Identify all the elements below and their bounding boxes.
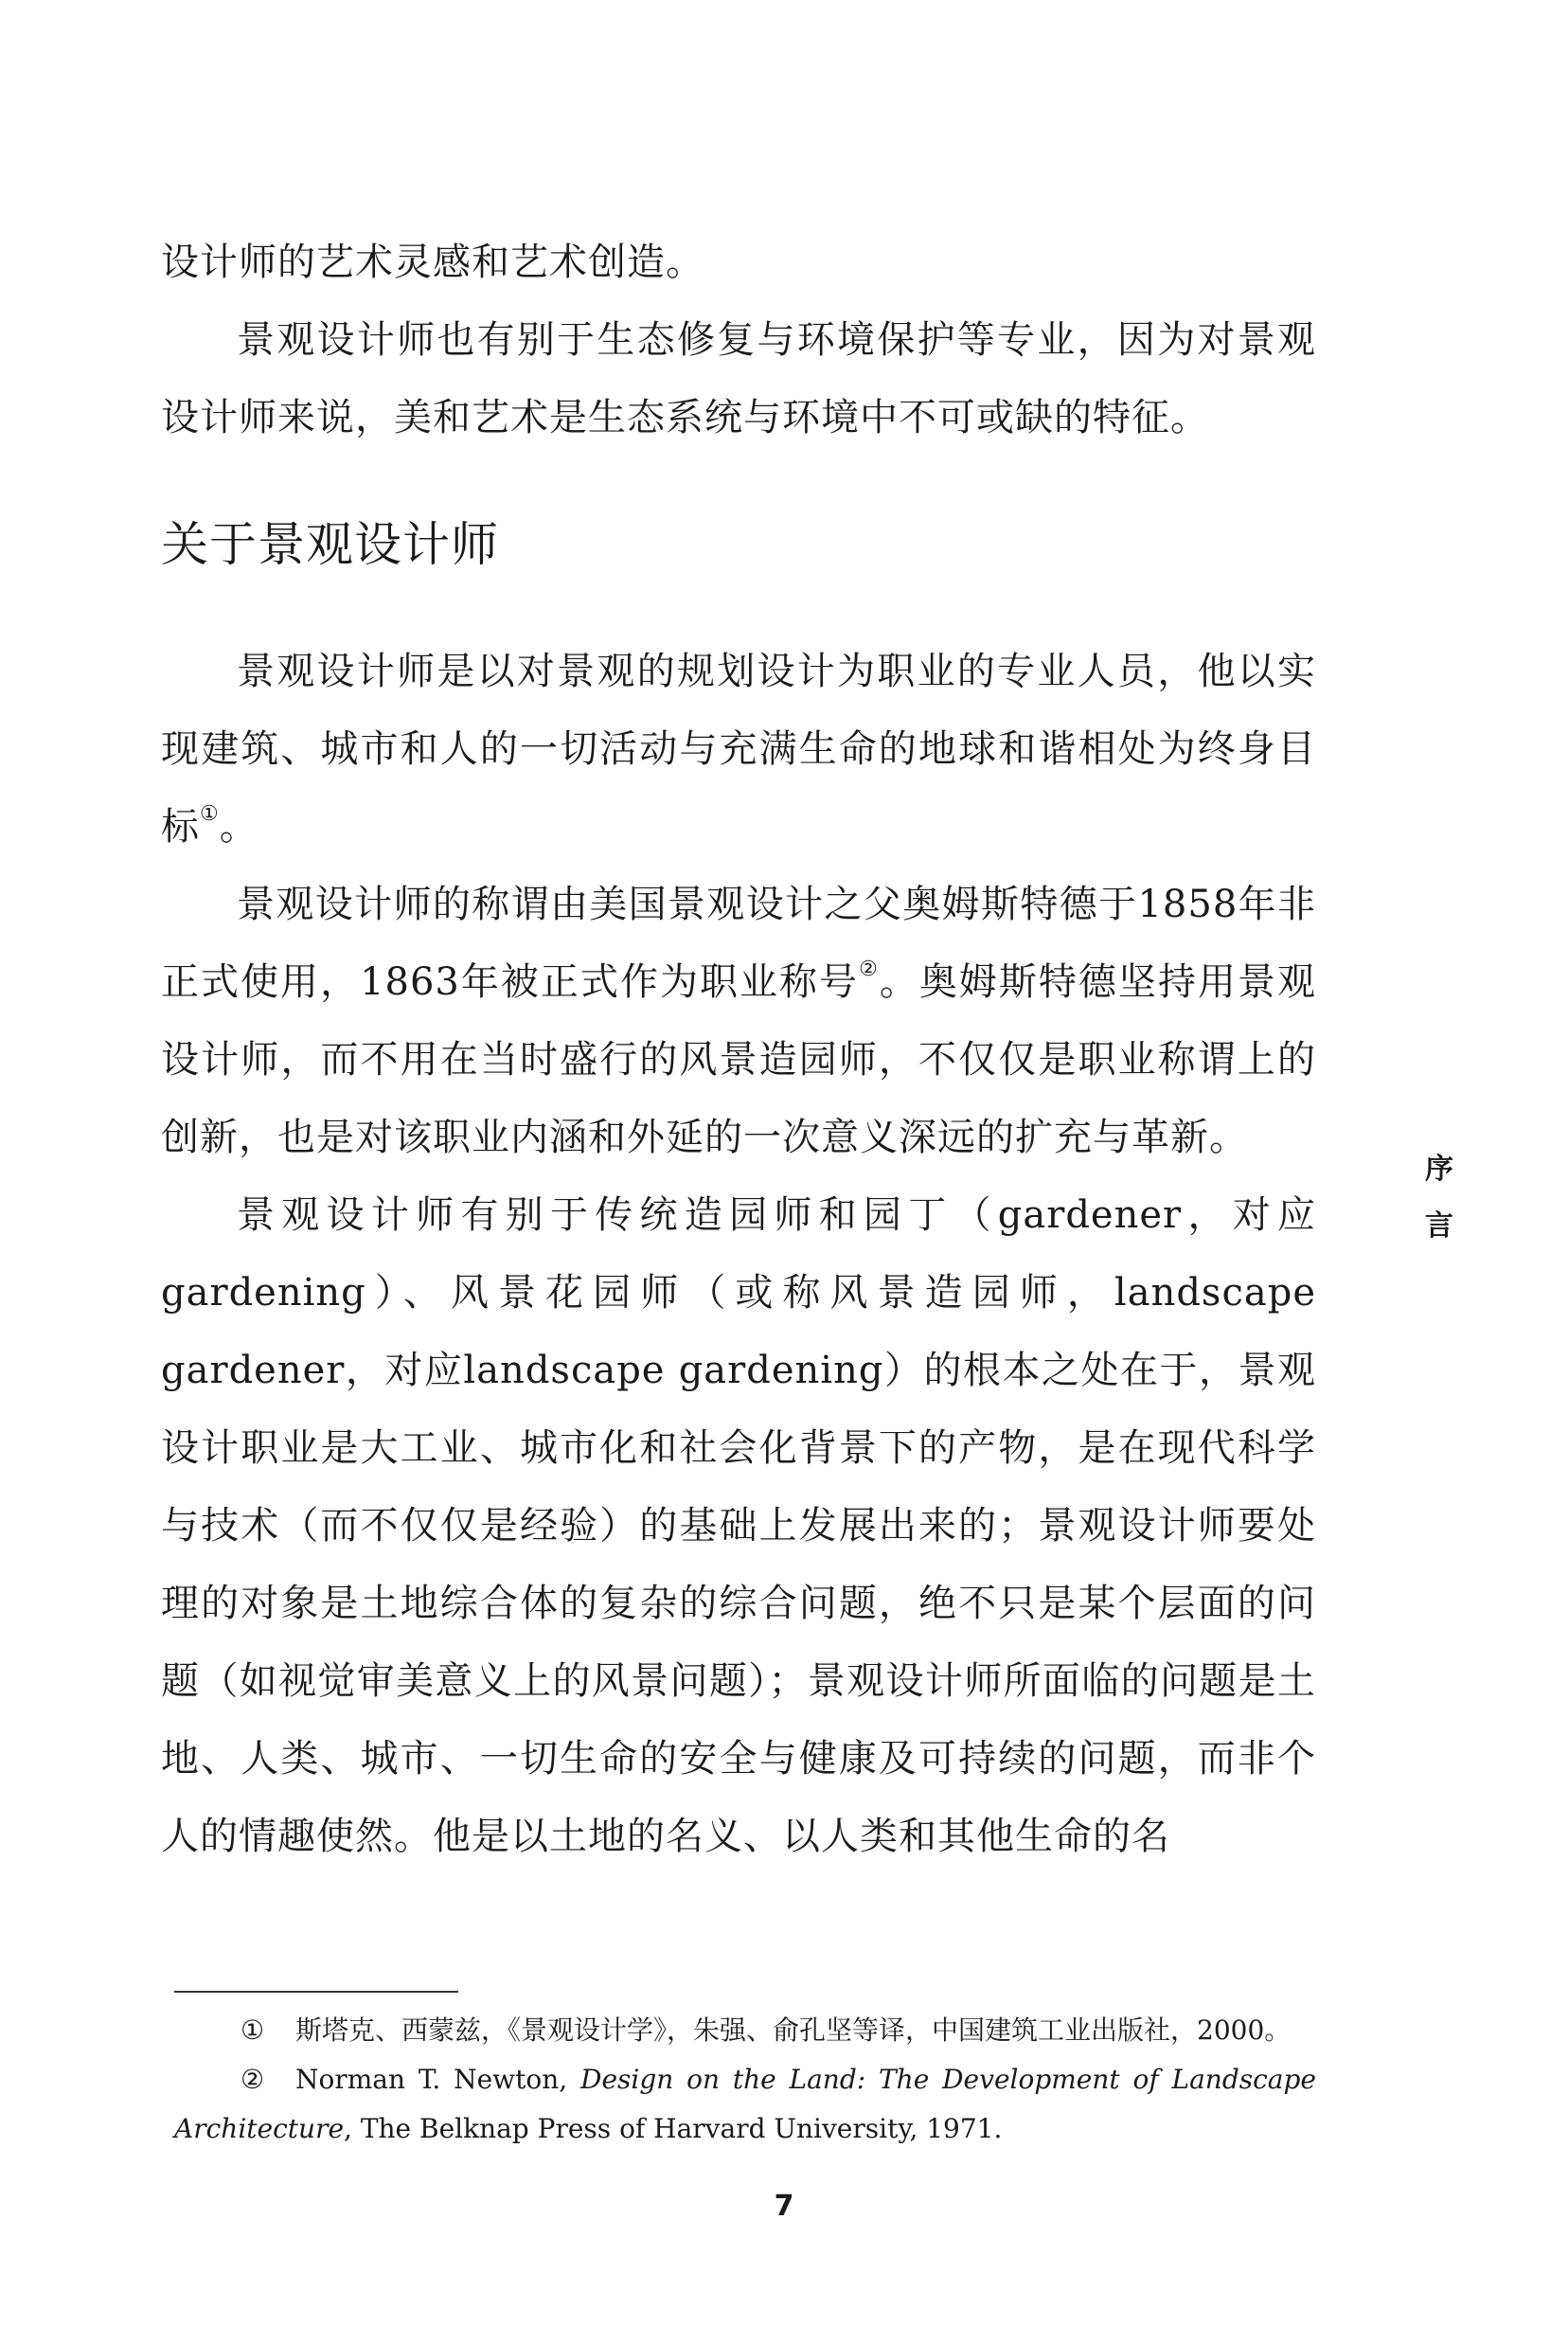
- footnotes: [174, 2006, 1316, 2154]
- section-title: 关于景观设计师: [161, 517, 499, 572]
- footnote-2-marker: ②: [241, 2064, 265, 2095]
- paragraph-4-text-a: 景观设计师的称谓由美国景观设计之父奥姆斯特德于1858年非正式使用，1863年被正式作为职业称号: [161, 883, 1316, 1004]
- paragraph-4: [161, 866, 1316, 1176]
- footnote-2: [174, 2055, 1316, 2154]
- paragraph-1: 设计师的艺术灵感和艺术创造。: [161, 241, 704, 284]
- footnote-1-marker: ①: [241, 2014, 265, 2046]
- footnote-2-title-b: Architecture: [174, 2113, 345, 2144]
- side-label-char-1: 序: [1425, 1153, 1453, 1186]
- chapter-side-label: [1420, 1141, 1458, 1255]
- footnote-2-rest: , The Belknap Press of Harvard University, 1971.: [344, 2113, 1003, 2144]
- footnote-divider: [174, 1991, 458, 1993]
- body-text: [161, 224, 1316, 1875]
- page-number: 7: [774, 2190, 794, 2223]
- paragraph-3-end: 。: [219, 805, 258, 849]
- side-label-char-2: 言: [1425, 1209, 1453, 1243]
- footnote-ref-2[interactable]: ②: [859, 957, 880, 981]
- paragraph-3: [161, 633, 1316, 866]
- footnote-ref-1[interactable]: ①: [200, 801, 220, 826]
- footnote-1: [174, 2006, 1316, 2055]
- footnote-1-text: 斯塔克、西蒙兹，《景观设计学》，朱强、俞孔坚等译，中国建筑工业出版社，2000。: [295, 2014, 1292, 2046]
- paragraph-4-text-b: 。奥姆斯特德坚持用景观设计师，而不用在当时盛行的风景造园师，不仅仅是职业称谓上的创新，也是对该职业内涵和外延的一次意义深远的扩充与革新。: [161, 960, 1317, 1159]
- paragraph-3-text: 景观设计师是以对景观的规划设计为职业的专业人员，他以实现建筑、城市和人的一切活动与充满生命的地球和谐相处为终身目标: [161, 650, 1316, 849]
- paragraph-5: 景观设计师有别于传统造园师和园丁（gardener，对应gardening）、风景花园师（或称风景造园师，landscape gardener，对应landscape gardening）的根本之处在于，景观设计职业是大工业、城市化和社会化背景下的产物，是在现代科学与技术（而不仅仅是经验）的基础上发展出来的；景观设计师要处理的对象是土地综合体的复杂的综合问题，绝不只是某个层面的问题（如视觉审美意义上的风景问题）；景观设计师所面临的问题是土地、人类、城市、一切生命的安全与健康及可持续的问题，而非个人的情趣使然。他是以土地的名义、以人类和其他生命的名: [161, 1193, 1316, 1858]
- footnote-2-author: Norman T. Newton,: [295, 2064, 581, 2095]
- paragraph-2: 景观设计师也有别于生态修复与环境保护等专业，因为对景观设计师来说，美和艺术是生态系统与环境中不可或缺的特征。: [161, 318, 1316, 439]
- footnote-2-title-a: Design on the Land: The Development of Landscape: [580, 2064, 1316, 2095]
